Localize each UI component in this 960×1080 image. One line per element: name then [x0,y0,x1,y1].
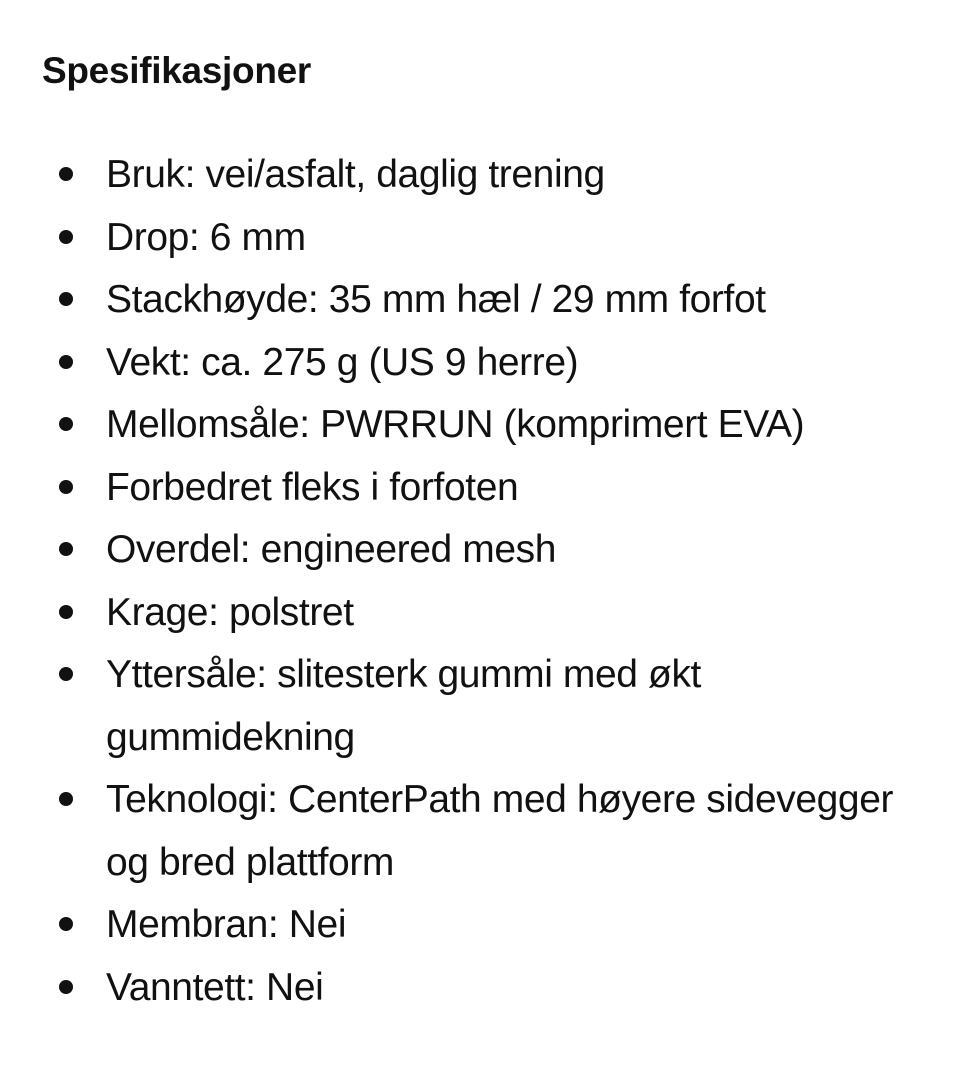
section-title: Spesifikasjoner [42,50,312,91]
bullet-icon [59,230,73,244]
spec-text: Vanntett: Nei [106,965,324,1009]
bullet-icon [59,167,73,181]
spec-text: Mellomsåle: PWRRUN (komprimert EVA) [106,403,805,446]
spec-text: Forbedret fleks i forfoten [106,465,519,509]
bullet-icon [59,917,73,931]
bullet-icon [59,667,73,681]
bullet-icon [59,292,73,306]
bullet-icon [59,355,73,369]
bullet-icon [59,417,73,431]
spec-text: Stackhøyde: 35 mm hæl / 29 mm forfot [106,278,766,321]
spec-item-technology [42,769,924,894]
spec-text: Krage: polstret [106,590,354,634]
spec-item-forefoot-flex [42,457,924,520]
spec-item-stack-height [42,269,924,332]
spec-item-outsole [42,644,924,769]
spec-item-waterproof [42,957,924,1020]
bullet-icon [59,792,73,806]
spec-item-upper [42,519,924,582]
spec-text: Teknologi: CenterPath med høyere sidevegger og bred plattform [106,778,894,884]
spec-text: Yttersåle: slitesterk gummi med økt gummidekning [106,653,701,759]
spec-item-midsole [42,394,924,457]
spec-item-weight [42,332,924,395]
spec-text: Bruk: vei/asfalt, daglig trening [106,153,605,196]
bullet-icon [59,605,73,619]
spec-item-membrane [42,894,924,957]
spec-text: Overdel: engineered mesh [106,528,557,571]
spec-item-drop [42,207,924,270]
spec-text: Membran: Nei [106,903,347,946]
specifications-list [42,144,924,1019]
bullet-icon [59,480,73,494]
bullet-icon [59,542,73,556]
spec-text: Vekt: ca. 275 g (US 9 herre) [106,340,579,384]
spec-item-use [42,144,924,207]
bullet-icon [59,980,73,994]
spec-text: Drop: 6 mm [106,215,306,259]
spec-item-collar [42,582,924,645]
